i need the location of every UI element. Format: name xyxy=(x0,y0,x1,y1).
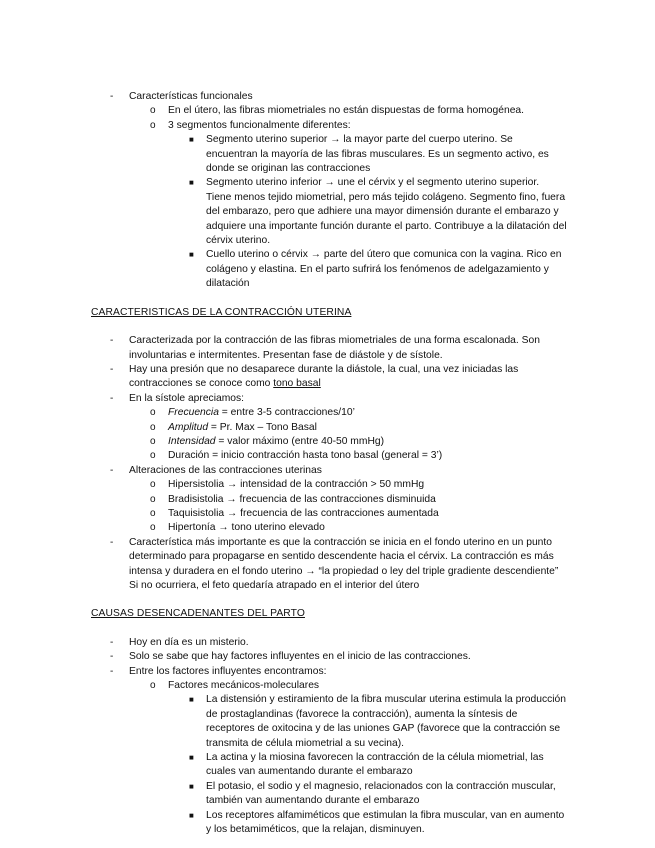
tono-basal-term: tono basal xyxy=(273,378,321,390)
section-heading-contraction: CARACTERISTICAS DE LA CONTRACCIÓN UTERINA xyxy=(91,306,352,318)
square-bullet: ■ xyxy=(189,695,194,705)
dash-bullet: - xyxy=(110,392,114,404)
circle-bullet: o xyxy=(150,407,156,419)
list-item: ■ El potasio, el sodio y el magnesio, relacionados con la contracción muscular, también van aumentando durante el embarazo xyxy=(189,780,556,807)
list-item: o Hipertonía → tono uterino elevado xyxy=(0,521,655,535)
square-bullet: ■ xyxy=(189,135,194,145)
list-item: ■ La actina y la miosina favorecen la contracción de la célula miometrial, las cuales van aumentando durante el embarazo xyxy=(189,752,544,778)
list-item: - Hay una presión que no desaparece durante la diástole, la cual, una vez iniciadas las contracciones se conoce como tono basal xyxy=(110,363,519,390)
circle-bullet: o xyxy=(150,450,156,462)
list-item: - Entre los factores influyentes encontramos: xyxy=(0,665,655,679)
list-item: o Amplitud = Pr. Max – Tono Basal xyxy=(0,421,655,435)
square-bullet: ■ xyxy=(189,753,194,763)
dash-bullet: - xyxy=(110,335,114,347)
list-item: - Características funcionales xyxy=(0,90,655,104)
list-item: - Caracterizada por la contracción de las fibras miometriales de una forma escalonada. Son involuntarias e intermitentes. Presentan fase de diástole y de sístole. xyxy=(110,335,540,361)
list-item: ■ Segmento uterino superior → la mayor parte del cuerpo uterino. Se encuentran la mayoría de las fibras musculares. Es un segmento activo, es donde se originan las contracciones xyxy=(189,134,549,175)
circle-bullet: o xyxy=(150,421,156,433)
list-item: o En el útero, las fibras miometriales no están dispuestas de forma homogénea. xyxy=(0,104,655,118)
section-heading-causes: CAUSAS DESENCADENANTES DEL PARTO xyxy=(91,608,305,620)
square-bullet: ■ xyxy=(189,178,194,188)
square-bullet: ■ xyxy=(189,810,194,820)
dash-bullet: - xyxy=(110,464,114,476)
circle-bullet: o xyxy=(150,119,156,131)
circle-bullet: o xyxy=(150,507,156,519)
list-item: o Bradisistolia → frecuencia de las contracciones disminuida xyxy=(0,493,655,507)
dash-bullet: - xyxy=(110,536,114,548)
list-item: o Intensidad = valor máximo (entre 40-50 mmHg) xyxy=(0,435,655,449)
circle-bullet: o xyxy=(150,680,156,692)
list-item: - Solo se sabe que hay factores influyentes en el inicio de las contracciones. xyxy=(0,650,655,664)
dash-bullet: - xyxy=(110,91,114,102)
list-item: - En la sístole apreciamos: xyxy=(0,392,655,406)
circle-bullet: o xyxy=(150,479,156,491)
document-page xyxy=(0,90,655,838)
list-item: ■ Segmento uterino inferior → une el cérvix y el segmento uterino superior. Tiene menos tejido miometrial, pero más tejido colágeno. Segmento fino, fuera del embarazo, pero que adhiere una mayor dimensión durante el embarazo y adquiere una importante función durante el parto. Contribuye a la dilatación del cérvix uterino. xyxy=(189,177,567,247)
list-item: o Factores mecánicos-moleculares xyxy=(0,679,655,693)
list-item: o Hipersistolia → intensidad de la contracción > 50 mmHg xyxy=(0,478,655,492)
square-bullet: ■ xyxy=(189,781,194,791)
list-item: ■ Cuello uterino o cérvix → parte del útero que comunica con la vagina. Rico en colágeno y elastina. En el parto sufrirá los fenómenos de adelgazamiento y dilatación xyxy=(189,249,562,290)
list-item: o Taquisistolia → frecuencia de las contracciones aumentada xyxy=(0,507,655,521)
dash-bullet: - xyxy=(110,636,114,648)
dash-bullet: - xyxy=(110,363,114,375)
dash-bullet: - xyxy=(110,665,114,677)
circle-bullet: o xyxy=(150,522,156,534)
list-item: o 3 segmentos funcionalmente diferentes: xyxy=(0,119,655,133)
section-causes xyxy=(0,636,655,838)
section-functional xyxy=(0,90,655,292)
list-item: o Frecuencia = entre 3-5 contracciones/10’ xyxy=(0,406,655,420)
list-item: - Característica más importante es que la contracción se inicia en el fondo uterino en un punto determinado para propagarse en sentido descendente hacia el cérvix. La contracción es más intensa y duradera en el fondo uterino → “la propiedad o ley del triple gradiente descendiente” Si no ocurriera, el feto quedaría atrapado en el interior del útero xyxy=(110,536,559,591)
square-bullet: ■ xyxy=(189,250,194,260)
list-item: ■ Los receptores alfamiméticos que estimulan la fibra muscular, van en aumento y los betamiméticos, que la relajan, disminuyen. xyxy=(189,809,565,836)
circle-bullet: o xyxy=(150,435,156,447)
circle-bullet: o xyxy=(150,105,156,117)
circle-bullet: o xyxy=(150,493,156,505)
dash-bullet: - xyxy=(110,651,114,663)
list-item: - Alteraciones de las contracciones uterinas xyxy=(0,464,655,478)
section-contraction xyxy=(0,334,655,593)
list-item: ■ La distensión y estiramiento de la fibra muscular uterina estimula la producción de prostaglandinas (favorece la contracción), aumenta la síntesis de receptores de oxitocina y de las uniones GAP (favorece que la contracción se transmita de célula miometrial a su vecina). xyxy=(189,694,567,749)
list-item: - Hoy en día es un misterio. xyxy=(0,636,655,650)
list-item: o Duración = inicio contracción hasta tono basal (general = 3’) xyxy=(0,449,655,463)
